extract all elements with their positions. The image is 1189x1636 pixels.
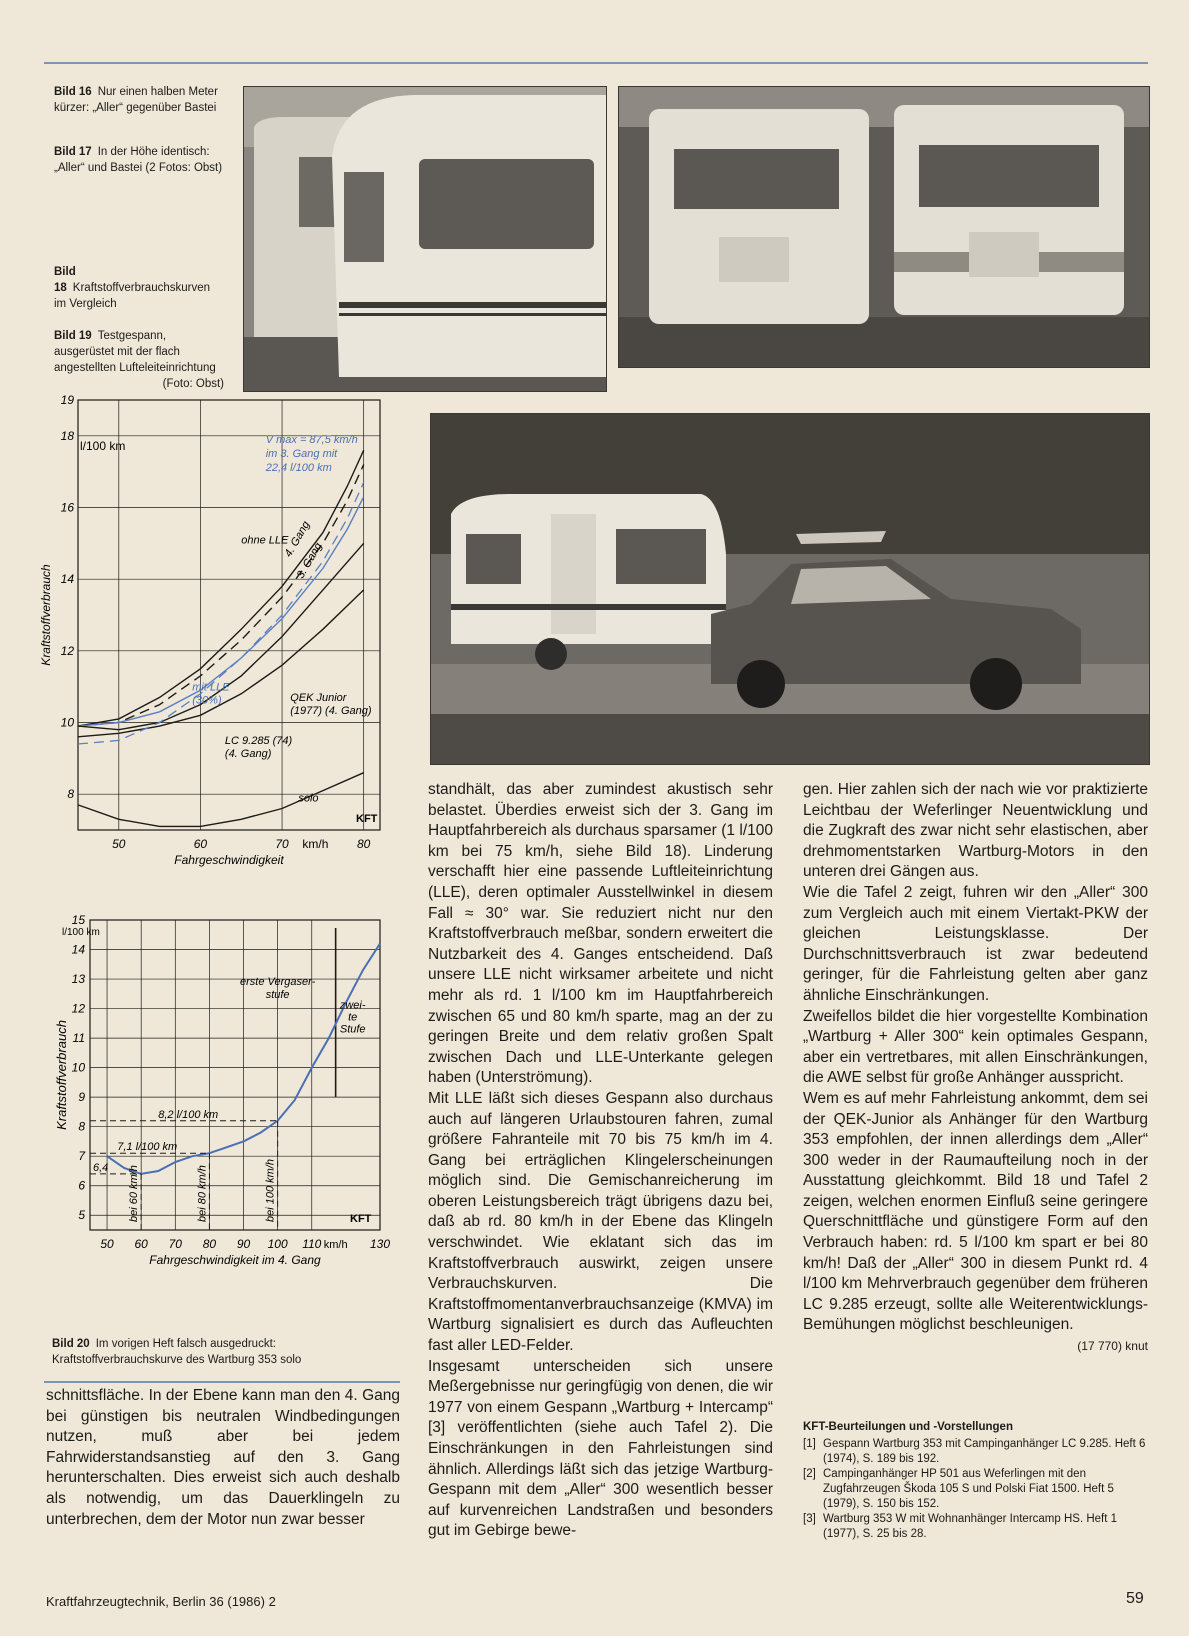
annotation-zweite-stufe: Stufe [339, 1023, 366, 1036]
text-column-left: schnittsfläche. In der Ebene kann man den 4. Gang bei günstigen bis neutralen Windbedingungen nutzen, muß aber bei jedem Fahrwiderstandsanstieg auf den 3. Gang herunterschalten. Dies erweist sich auch deshalb als notwendig, um das Dauerklingeln zu unterbrechen, dem der Motor nun zwar besser [46, 1387, 400, 1528]
kft-badge: KFT [350, 1213, 372, 1225]
annotation-vmax: 22,4 l/100 km [265, 462, 332, 474]
y-tick-label: 10 [60, 715, 74, 730]
photo-caravans-side [243, 86, 607, 392]
y-unit: l/100 km [80, 439, 126, 454]
annotation-ohne-lle: ohne LLE [241, 534, 289, 547]
y-axis-label: Kraftstoffverbrauch [39, 564, 53, 666]
y-tick-label: 11 [72, 1031, 85, 1046]
x-tick-label: 70 [275, 837, 289, 851]
kft-badge: KFT [356, 813, 378, 825]
annotation-lc: (4. Gang) [224, 748, 272, 760]
annotation-64: 6,4 [93, 1161, 109, 1174]
x-unit: km/h [323, 1239, 348, 1251]
caption-bild20: Bild 20 Im vorigen Heft falsch ausgedruckt: Kraftstoffverbrauchskurve des Wartburg 353 solo [52, 1338, 302, 1366]
y-tick-label: 14 [71, 942, 85, 957]
top-rule [44, 62, 1148, 64]
annotation-4-gang: 4. Gang [282, 519, 313, 560]
x-tick-label: 70 [168, 1237, 182, 1251]
caption-bild16: Bild 16 Nur einen halben Meter kürzer: „Aller“ gegenüber Bastei [54, 86, 218, 114]
photo-caravans-front [618, 86, 1150, 368]
references-heading: KFT-Beurteilungen und -Vorstellungen [803, 1421, 1013, 1433]
plot-frame [78, 400, 380, 830]
x-tick-label: 80 [356, 837, 371, 851]
annotation-lc: LC 9.285 (74) [224, 735, 293, 747]
annotation-82: 8,2 l/100 km [158, 1108, 219, 1121]
reference-item: [3] Wartburg 353 W mit Wohnanhänger Intercamp HS. Heft 1 (1977), S. 25 bis 28. [803, 1513, 1118, 1540]
annotation-solo: solo [298, 792, 319, 805]
annotation-mit-lle: (30%) [192, 694, 222, 707]
page-number: 59 [1126, 1590, 1144, 1607]
annotation-zweite-stufe: te [348, 1011, 358, 1024]
y-tick-label: 19 [60, 393, 74, 407]
annotation-71: 7,1 l/100 km [117, 1141, 178, 1154]
reference-item: [1] Gespann Wartburg 353 mit Campinganhänger LC 9.285. Heft 6 (1974), S. 189 bis 192. [803, 1438, 1146, 1465]
x-axis-label: Fahrgeschwindigkeit im 4. Gang [149, 1253, 321, 1267]
annotation-vmax: V max = 87,5 km/h [265, 434, 358, 446]
annotation-bei80: bei 80 km/h [196, 1165, 209, 1222]
y-tick-label: 14 [60, 572, 74, 587]
y-tick-label: 12 [60, 643, 74, 658]
annotation-vmax: im 3. Gang mit [265, 448, 338, 460]
x-tick-label: 80 [202, 1237, 217, 1251]
annotation-zweite-stufe: zwei- [339, 999, 366, 1012]
y-tick-label: 8 [78, 1119, 85, 1134]
x-tick-label: 130 [369, 1237, 391, 1251]
caption-bild19-credit: (Foto: Obst) [162, 378, 224, 390]
y-tick-label: 10 [71, 1060, 85, 1075]
y-tick-label: 16 [60, 500, 74, 515]
y-tick-label: 12 [71, 1001, 85, 1016]
references [803, 1420, 1148, 1542]
caption-bild17: Bild 17 In der Höhe identisch: „Aller“ und Bastei (2 Fotos: Obst) [54, 146, 223, 174]
text-column-right: gen. Hier zahlen sich der nach wie vor praktizierte Leichtbau der Weferlinger Neuentwicklung und die Zugkraft des zwar nicht sehr elastischen, aber drehmomentstarken Wartburg-Motors in den unteren drei Gängen aus. Wie die Tafel 2 zeigt, fuhren wir den „Aller“ 300 zum Vergleich auch mit einem Viertakt-PKW der gleichen Leistungsklasse. Der Durchschnittsverbrauch ist zwar bedeutend geringer, für die Fahrleistung gelten aber ganz ähnliche Einschränkungen. Zweifellos bildet die hier vorgestellte Kombination „Wartburg + Aller 300“ kein optimales Gespann, aber ein vertretbares, mit allen Einschränkungen, die AWE selbst für große Anhänger ausspricht. Wem es auf mehr Fahrleistung ankommt, dem sei der QEK-Junior als Anhänger für den Wartburg 353 empfohlen, der innen allerdings dem „Aller“ 300 weder in der Raumaufteilung noch in der Ausstattung gleichkommt. Bild 18 und Tafel 2 zeigen, welchen enormen Einfluß seine geringere Querschnittfläche und günstigere Form auf den Verbrauch haben: rd. 5 l/100 km spart er bei 80 km/h! Daß der „Aller“ 300 in diesem Punkt rd. 4 l/100 km Mehrverbrauch gegenüber dem früheren LC 9.285 erzeugt, sollte alle Weiterentwicklungs-Bemühungen möglichst beschleunigen. (17 770) knut [803, 780, 1148, 1357]
left-rule [44, 1381, 400, 1383]
x-tick-label: 110 [302, 1237, 322, 1251]
annotation-qek: (1977) (4. Gang) [290, 705, 372, 717]
caption-bild18: Bild 18 Kraftstoffverbrauchskurven im Vergleich [54, 266, 211, 310]
x-tick-label: 60 [134, 1237, 148, 1251]
annotation-bei60: bei 60 km/h [128, 1165, 141, 1222]
y-tick-label: 15 [71, 913, 85, 927]
footer-journal: Kraftfahrzeugtechnik, Berlin 36 (1986) 2 [46, 1594, 276, 1609]
y-tick-label: 8 [67, 787, 74, 802]
annotation-mit-lle: mit LLE [192, 681, 230, 694]
annotation-erste-stufe: stufe [265, 988, 290, 1001]
x-tick-label: 50 [100, 1237, 114, 1251]
x-axis-label: Fahrgeschwindigkeit [174, 853, 284, 867]
text-column-middle: standhält, das aber zumindest akustisch sehr belastet. Überdies erweist sich der 3. Gang im Hauptfahrbereich als durchaus sparsamer (1 l/100 km bei 75 km/h, siehe Bild 18). Linderung verschafft hier eine passende Luftleiteinrichtung (LLE), deren optimaler Ausstellwinkel in diesem Fall ≈ 30° war. Sie reduziert nicht nur den Kraftstoffverbrauch meßbar, sondern erweitert die Nutzbarkeit des 4. Ganges entscheidend. Daß unsere LLE nicht wirksamer arbeitete und nicht mehr als rd. 1 l/100 km im Hauptfahrbereich zwischen 65 und 80 km/h sparte, mag an der zu geringen Breite und dem relativ großen Spalt zwischen Dach und LLE-Unterkante gelegen haben (Unterströmung). Mit LLE läßt sich dieses Gespann also durchaus auch auf längeren Urlaubstouren fahren, zumal größere Fahranteile mit 70 bis 75 km/h im 4. Gang bei erträglichen Klingelerscheinungen möglich sind. Die Gemischanreicherung im oberen Leistungsbereich trägt übrigens dazu bei, daß ab rd. 80 km/h in der Ebene das Klingeln verschwindet. Wie eklatant sich das im Kraftstoffverbrauch auswirkt, zeigen unsere Verbrauchskurven. Die Kraftstoffmomentanverbrauchsanzeige (KMVA) im Wartburg signalisiert es durch das Aufleuchten fast aller LED-Felder. Insgesamt unterscheiden sich unsere Meßergebnisse nur geringfügig von denen, die wir 1977 von einem Gespann „Wartburg + Intercamp“ [3] veröffentlichten (siehe auch Tafel 2). Die Einschränkungen in den Fahrleistungen sind ähnlich. Allerdings läßt sich das jetzige Wartburg-Gespann mit dem „Aller“ 300 wesentlich besser auf kurvenreichen Landstraßen und besonders gut im Gebirge bewe- [428, 781, 773, 1540]
photo-test-rig [430, 413, 1150, 765]
annotation-bei100: bei 100 km/h [264, 1159, 277, 1222]
y-tick-label: 18 [60, 428, 74, 443]
reference-item: [2] Campinganhänger HP 501 aus Weferlingen mit den Zugfahrzeugen Škoda 105 S und Polski Fiat 1500. Heft 5 (1979), S. 150 bis 152. [803, 1468, 1114, 1510]
caption-bild19: Bild 19 Testgespann, ausgerüstet mit der flach angestellten Lufteleiteinrichtung (Foto: Obst) [54, 330, 224, 390]
y-tick-label: 5 [78, 1208, 85, 1223]
x-unit: km/h [302, 837, 329, 851]
y-unit: l/100 km [62, 926, 100, 938]
y-tick-label: 6 [78, 1178, 85, 1193]
x-tick-label: 50 [112, 837, 126, 851]
x-tick-label: 60 [193, 837, 208, 851]
y-tick-label: 13 [71, 972, 85, 987]
y-tick-label: 7 [78, 1149, 85, 1164]
annotation-erste-stufe: erste Vergaser- [240, 975, 316, 988]
y-axis-label: Kraftstoffverbrauch [54, 1020, 69, 1130]
series-line [78, 773, 364, 827]
chart-bild20 [28, 910, 408, 1330]
annotation-qek: QEK Junior [290, 692, 347, 704]
annotation-3-gang: 3. Gang [294, 540, 325, 581]
x-tick-label: 100 [267, 1237, 288, 1251]
y-tick-label: 9 [78, 1090, 85, 1105]
signoff: (17 770) knut [1077, 1339, 1148, 1354]
x-tick-label: 90 [236, 1237, 251, 1251]
chart-bild18 [28, 390, 408, 910]
